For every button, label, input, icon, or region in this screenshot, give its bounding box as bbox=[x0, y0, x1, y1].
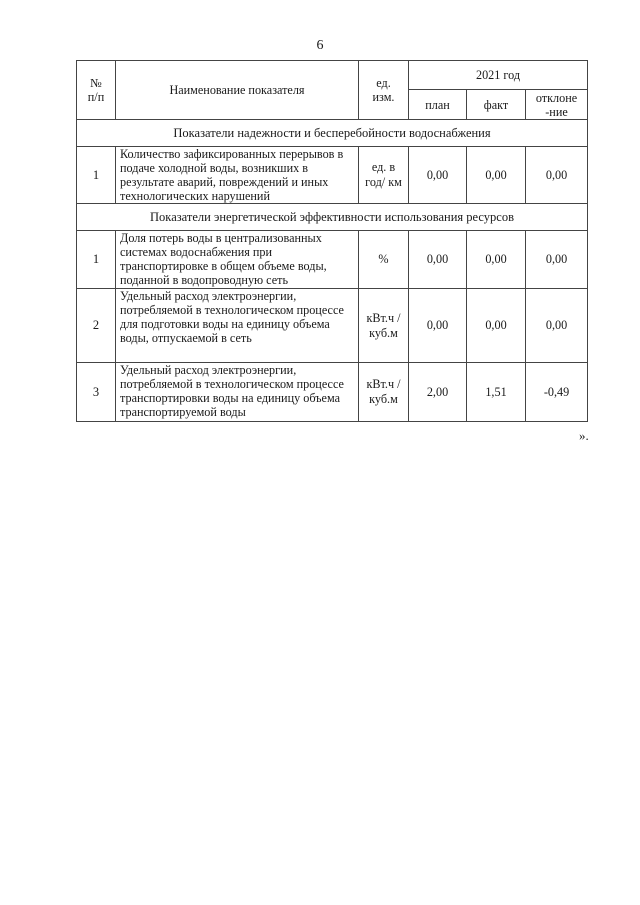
section-row bbox=[77, 204, 588, 231]
header-name: Наименование показателя bbox=[116, 61, 359, 120]
indicator-name: Удельный расход электроэнергии, потребляемой в технологическом процессе транспортировки воды на единицу объема транспортируемой воды bbox=[116, 363, 359, 422]
plan-value: 2,00 bbox=[409, 363, 467, 422]
unit-cell: кВт.ч / куб.м bbox=[359, 289, 409, 363]
section-title: Показатели энергетической эффективности использования ресурсов bbox=[77, 204, 588, 231]
row-number: 1 bbox=[77, 231, 116, 289]
unit-cell: ед. в год/ км bbox=[359, 147, 409, 204]
row-number: 3 bbox=[77, 363, 116, 422]
row-number: 2 bbox=[77, 289, 116, 363]
fact-value: 0,00 bbox=[467, 147, 526, 204]
unit-cell: кВт.ч / куб.м bbox=[359, 363, 409, 422]
table-row bbox=[77, 363, 588, 422]
header-plan: план bbox=[409, 90, 467, 120]
row-number: 1 bbox=[77, 147, 116, 204]
deviation-value: 0,00 bbox=[526, 231, 588, 289]
fact-value: 0,00 bbox=[467, 289, 526, 363]
fact-value: 1,51 bbox=[467, 363, 526, 422]
fact-value: 0,00 bbox=[467, 231, 526, 289]
unit-cell: % bbox=[359, 231, 409, 289]
plan-value: 0,00 bbox=[409, 289, 467, 363]
section-title: Показатели надежности и бесперебойности водоснабжения bbox=[77, 120, 588, 147]
deviation-value: -0,49 bbox=[526, 363, 588, 422]
header-unit: ед. изм. bbox=[359, 61, 409, 120]
closing-quote: ». bbox=[579, 428, 589, 443]
deviation-value: 0,00 bbox=[526, 289, 588, 363]
page-number: 6 bbox=[316, 38, 324, 53]
indicator-name: Доля потерь воды в централизованных системах водоснабжения при транспортировке в общем объеме воды, поданной в водопроводную сеть bbox=[116, 231, 359, 289]
table-row bbox=[77, 231, 588, 289]
plan-value: 0,00 bbox=[409, 147, 467, 204]
indicator-name: Удельный расход электроэнергии, потребляемой в технологическом процессе для подготовки воды на единицу объема воды, отпускаемой в сеть bbox=[116, 289, 359, 363]
indicator-name: Количество зафиксированных перерывов в подаче холодной воды, возникших в результате аварий, повреждений и иных технологических нарушений bbox=[116, 147, 359, 204]
table-row bbox=[77, 289, 588, 363]
header-year: 2021 год bbox=[409, 61, 588, 90]
indicators-table bbox=[76, 60, 588, 422]
plan-value: 0,00 bbox=[409, 231, 467, 289]
deviation-value: 0,00 bbox=[526, 147, 588, 204]
section-row bbox=[77, 120, 588, 147]
table-row bbox=[77, 147, 588, 204]
header-fact: факт bbox=[467, 90, 526, 120]
header-deviation: отклоне -ние bbox=[526, 90, 588, 120]
header-num: № п/п bbox=[77, 61, 116, 120]
